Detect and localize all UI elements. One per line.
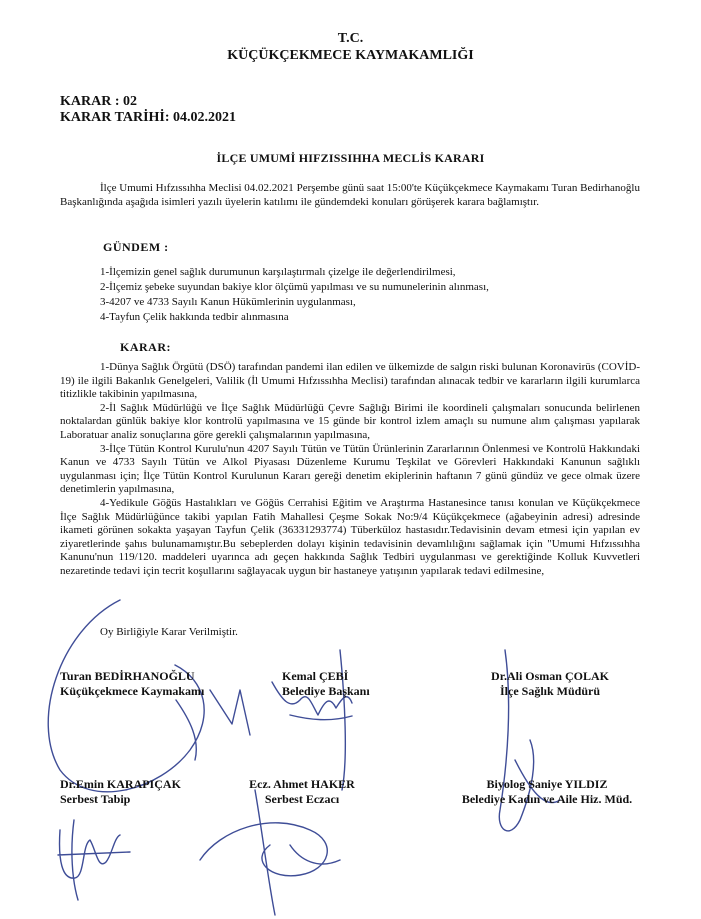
header-institution: KÜÇÜKÇEKMECE KAYMAKAMLIĞI <box>227 48 474 63</box>
decision-item: 4-Yedikule Göğüs Hastalıkları ve Göğüs Cerrahisi Eğitim ve Araştırma Hastanesince tanısı konulan ve Küçükçekmece İlçe Sağlık Müdürlüğünce takibi yapılan Fatih Mahallesi Çeşme Sokak No:9/4 Küçükçekmece (ağabeyinin adresi) adresinde ikameti görünen sokakta yaşayan Tayfun Çelik (36331293774) Tüberküloz hastasıdır.Tedavisinin devam etmesi için yapılan ev ziyaretlerinde şahıs bulunamamıştır.Bu sebeplerden dolayı kişinin tedavisinin devamlılığını sağlamak için "Umumi Hıfzıssıhha Kanunu'nun 119/120. maddeleri uyarınca adı geçen hakkında Sağlık Tedbiri uygulanması ve gerektiğinde Kolluk Kuvvetleri nezaretinde tedavi için tecrit koşullarını sağlayacak uygun bir hastaneye yatışının yapılarak tedavi edilmesine, <box>60 496 640 577</box>
document-title: İLÇE UMUMİ HIFZISSIHHA MECLİS KARARI <box>216 151 485 165</box>
decision-list <box>60 361 640 579</box>
agenda-item: 1-İlçemizin genel sağlık durumunun karşılaştırmalı çizelge ile değerlendirilmesi, <box>100 266 456 278</box>
signatory-mayor <box>282 669 370 699</box>
signature-pharmacist <box>200 790 340 915</box>
signatory-role: Belediye Kadın ve Aile Hiz. Müd. <box>461 792 633 806</box>
signatory-role: İlçe Sağlık Müdürü <box>499 684 601 698</box>
signatory-role: Serbest Tabip <box>60 792 131 806</box>
decision-item: 3-İlçe Tütün Kontrol Kurulu'nun 4207 Sayılı Tütün ve Tütün Ürünlerinin Zararlarının Önlenmesi ve Kontrolü Hakkındaki Kanun ve 4733 Sayılı Tütün ve Alkol Piyasası Düzenleme Kurumu Teşkilat ve Görevleri Hakkındaki Kanunun sağlıklı uygulanması için; İlçe Tütün Kontrol Kurulunun Kararı gereği denetim ekiplerinin haftanın 7 günü gündüz ve gece olmak üzere denetimlerin yapılmasına, <box>60 442 640 496</box>
signatory-role: Belediye Başkanı <box>282 684 370 698</box>
signatory-name: Ecz. Ahmet HAKER <box>249 777 355 791</box>
signatory-physician <box>60 777 181 807</box>
decision-number: KARAR : 02 <box>60 94 137 109</box>
closing-statement: Oy Birliğiyle Karar Verilmiştir. <box>100 626 238 638</box>
signatory-name: Kemal ÇEBİ <box>282 669 349 683</box>
signatory-name: Dr.Emin KARAPIÇAK <box>60 777 181 791</box>
agenda-item: 4-Tayfun Çelik hakkında tedbir alınmasına <box>100 311 289 323</box>
signatory-name: Dr.Ali Osman ÇOLAK <box>491 669 609 683</box>
agenda-heading: GÜNDEM : <box>103 240 169 254</box>
agenda-list <box>100 265 620 325</box>
signature-physician <box>58 820 130 900</box>
agenda-item: 2-İlçemiz şebeke suyundan bakiye klor ölçümü yapılması ve su numunelerinin alınması, <box>100 281 489 293</box>
header-tc: T.C. <box>337 31 364 46</box>
decision-item: 1-Dünya Sağlık Örgütü (DSÖ) tarafından pandemi ilan edilen ve ülkemizde de salgın riski bulunan Koronavirüs (COVİD-19) ile ilgili Bakanlık Genelgeleri, Valilik (İl Umumi Hıfzıssıhha Meclisi) tarafından alınacak tedbir ve kararların ilgili kurumlarca titizlikle takibinin yapılmasına, <box>60 361 640 401</box>
intro-paragraph: İlçe Umumi Hıfzıssıhha Meclisi 04.02.2021 Perşembe günü saat 15:00'te Küçükçekmece Kaymakamı Turan Bedirhanoğlu Başkanlığında aşağıda isimleri yazılı üyelerin katılımı ile gündemdeki konuları görüşerek karara bağlamıştır. <box>60 182 640 208</box>
signatory-role: Küçükçekmece Kaymakamı <box>60 684 205 698</box>
signatory-role: Serbest Eczacı <box>264 792 340 806</box>
signatory-name: Biyolog Saniye YILDIZ <box>486 777 608 791</box>
agenda-item: 3-4207 ve 4733 Sayılı Kanun Hükümlerinin uygulanması, <box>100 296 356 308</box>
document-header <box>0 30 701 64</box>
signatory-health-director <box>470 669 630 699</box>
signatory-biologist <box>432 777 662 807</box>
decision-heading: KARAR: <box>120 340 171 354</box>
signatory-name: Turan BEDİRHANOĞLU <box>60 669 195 683</box>
decision-item: 2-İl Sağlık Müdürlüğü ve İlçe Sağlık Müdürlüğü Çevre Sağlığı Birimi ile koordineli çalışmaları sonucunda belirlenen noktalardan günlük bakiye klor kontrolü yapılmasına ve 15 günde bir kontrol izlem amaçlı su numune alım çalışması yapılarak Laboratuar analiz sonuçlarına göre gerekli çalışmalarının yapılmasına, <box>60 401 640 441</box>
signatory-pharmacist <box>232 777 372 807</box>
decision-date: KARAR TARİHİ: 04.02.2021 <box>60 110 237 125</box>
signatory-governor <box>60 669 204 699</box>
